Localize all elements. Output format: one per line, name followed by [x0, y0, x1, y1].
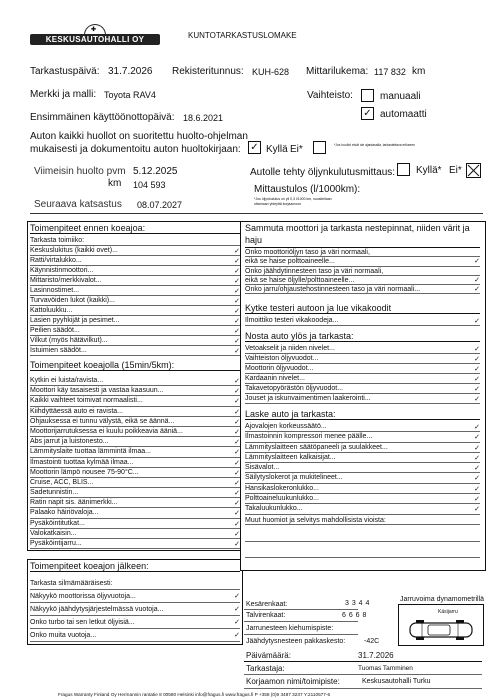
fluids-checklist: [245, 248, 480, 294]
last-service-date: 5.12.2025: [133, 166, 178, 177]
list-item-label: Onko moottoriöljyn taso ja väri normaali,: [245, 249, 370, 256]
mileage-value: 117 832: [374, 67, 406, 77]
check-mark-icon[interactable]: ✓: [474, 395, 480, 403]
list-item[interactable]: [245, 364, 480, 374]
list-item[interactable]: [245, 494, 480, 504]
list-item[interactable]: [245, 432, 480, 442]
company-logo: KESKUSAUTOHALLI OY: [30, 34, 160, 45]
check-mark-icon[interactable]: ✓: [234, 592, 240, 600]
summer-tires-value: 3 3 4 4: [345, 600, 370, 607]
cross-mark-icon: [467, 164, 480, 177]
inspector-label: Tarkastaja:: [246, 664, 285, 673]
list-item-label: Ajovalojen korkeussäätö...: [245, 423, 327, 430]
tester-checklist: [245, 316, 480, 326]
list-item[interactable]: [30, 458, 240, 468]
list-item: [245, 267, 480, 276]
summer-tires-label: Kesärenkaat:: [246, 601, 288, 608]
reg-label: Rekisteritunnus:: [172, 66, 244, 77]
during-checklist: [30, 376, 240, 549]
check-mark-icon[interactable]: ✓: [234, 468, 240, 477]
list-item[interactable]: [30, 447, 240, 457]
check-mark-icon[interactable]: ✓: [474, 257, 480, 266]
check-mark-icon[interactable]: ✓: [234, 397, 240, 406]
consumption-no-label: Ei*: [449, 165, 462, 176]
list-item[interactable]: [245, 504, 480, 514]
check-mark-icon[interactable]: ✓: [234, 267, 240, 275]
check-mark-icon[interactable]: ✓: [234, 307, 240, 315]
car-topview-icon: [404, 619, 478, 641]
list-item[interactable]: [30, 478, 240, 488]
check-mark-icon[interactable]: ✓: [234, 618, 240, 626]
list-item-label: Vaihteiston öljyvuodot...: [245, 355, 319, 362]
list-item[interactable]: [30, 326, 240, 336]
coolant-label: Jäähdytysnesteen pakkaskesto:: [246, 638, 346, 645]
list-item-label: Lasinnostimet...: [30, 287, 80, 294]
list-item[interactable]: [245, 285, 480, 294]
list-item-label: Takaluukunlukko...: [245, 505, 303, 513]
list-item-label: Turvavöiden lukot (kaikki)...: [30, 297, 115, 304]
list-item[interactable]: [245, 276, 480, 285]
list-item-label: Moottori käy tasaisesti ja vastaa kaasuun...: [30, 387, 164, 395]
list-item-label: Valokatkaisin...: [30, 529, 77, 537]
list-item-label: Onko turbo tai sen letkut öljyisiä...: [30, 619, 135, 626]
check-mark-icon[interactable]: ✓: [474, 385, 480, 393]
list-item-label: Mittaristo/merkkivalot...: [30, 277, 102, 284]
coolant-value: -42C: [364, 638, 380, 645]
check-mark-icon[interactable]: ✓: [234, 519, 240, 528]
other-notes-line-2[interactable]: [245, 557, 480, 558]
list-item-label: Keskuslukitus (kaikki ovet)...: [30, 247, 118, 254]
list-item-label: Ilmoittiko testeri vikakoodeja...: [245, 317, 339, 324]
measurement-fine1: *Jos öljynkulutus on yli 0,3 l/1000 km, suositellaan: [254, 197, 332, 201]
shop-label: Korjaamon nimi/toimipiste:: [246, 677, 340, 686]
list-item-label: Polttoaineluukunlukko...: [245, 495, 319, 503]
list-item-label: Lasien pyyhkijät ja pesimet...: [30, 317, 120, 324]
list-item[interactable]: [30, 346, 240, 356]
consumption-yes-checkbox[interactable]: [397, 163, 410, 176]
check-mark-icon[interactable]: ✓: [474, 365, 480, 373]
service-yes-checkbox[interactable]: ✓: [248, 141, 261, 154]
list-item-label: Takavetopyörästön öljyvuodot...: [245, 385, 344, 392]
list-item[interactable]: [245, 394, 480, 404]
list-item-label: Palaako häiriövaloja...: [30, 509, 99, 517]
list-item-label: Moottorijarrutuksessa ei kuulu poikkeavia ääniä...: [30, 427, 183, 435]
winter-tires-label: Talvirenkaat:: [246, 612, 286, 619]
check-mark-icon[interactable]: ✓: [474, 505, 480, 514]
list-item[interactable]: [245, 473, 480, 483]
date-line: [244, 661, 482, 662]
service-yes-label: Kyllä: [266, 144, 288, 155]
list-item-label: Lämmityslaite tuottaa lämmintä ilmaa...: [30, 448, 151, 456]
list-item-label: Ratti/virtalukko...: [30, 257, 82, 264]
check-mark-icon[interactable]: ✓: [234, 605, 240, 613]
list-item[interactable]: [245, 344, 480, 354]
check-mark-icon[interactable]: ✓: [474, 495, 480, 504]
list-item[interactable]: [30, 629, 240, 642]
automatic-checkbox[interactable]: ✓: [361, 107, 374, 120]
check-mark-icon[interactable]: ✓: [234, 438, 240, 447]
other-notes-line[interactable]: [245, 541, 480, 542]
before-checklist: [30, 236, 240, 356]
list-item-label: Kiihdyttäessä auto ei ravista...: [30, 407, 123, 415]
list-item-label: Lämmityslaitteen kalkaisijat...: [245, 453, 336, 461]
list-item-label: Tarkasta silmämääräisesti:: [30, 580, 113, 587]
last-service-label: Viimeisin huolto pvm: [34, 166, 126, 177]
list-item[interactable]: [30, 407, 240, 417]
make-label: Merkki ja malli:: [30, 89, 97, 100]
list-item[interactable]: [30, 336, 240, 346]
list-item-label: Säilytyslokerot ja mukitelineet...: [245, 474, 343, 482]
consumption-no-checkbox[interactable]: [466, 163, 481, 178]
check-mark-icon[interactable]: ✓: [234, 499, 240, 508]
check-mark-icon[interactable]: ✓: [474, 375, 480, 383]
check-mark-icon[interactable]: ✓: [234, 478, 240, 487]
list-item[interactable]: [245, 443, 480, 453]
list-item[interactable]: [30, 386, 240, 396]
check-mark-icon[interactable]: ✓: [234, 387, 240, 396]
date-label: Päivämäärä:: [246, 651, 291, 660]
list-item[interactable]: [245, 453, 480, 463]
list-item[interactable]: [30, 376, 240, 386]
list-item[interactable]: [30, 519, 240, 529]
reg-value: KUH-628: [252, 67, 290, 77]
service-no-label: Ei*: [290, 144, 303, 155]
list-item-label: Kardaanin nivelet...: [245, 375, 305, 382]
inspection-date-value: 31.7.2026: [108, 66, 153, 77]
check-mark-icon[interactable]: ✓: [234, 257, 240, 265]
lower-title: Laske auto ja tarkasta:: [245, 408, 480, 420]
list-item-label: Onko jäähdytinnesteen taso ja väri normaali,: [245, 267, 384, 275]
during-title: Toimenpiteet koeajolla (15min/5km):: [30, 359, 240, 371]
manual-checkbox[interactable]: [361, 89, 374, 102]
check-mark-icon[interactable]: ✓: [474, 355, 480, 363]
after-checklist: [30, 577, 240, 642]
footer-text: Fragus Warranty Finland Oy Hermannin rantatie 8 00580 Helsinki info@fragus.fi www.fragus.fi P +358 (0)9 3487 3237 Y:2110577-6: [58, 692, 331, 697]
list-item[interactable]: [30, 276, 240, 286]
check-mark-icon[interactable]: ✓: [474, 453, 480, 462]
list-item-label: eikä se haise polttoaineelle...: [245, 258, 335, 266]
service-fine-print: *Jos huollot eivät ole ajantasalla, tarkastettava erikseen: [334, 143, 416, 147]
list-item[interactable]: [245, 374, 480, 384]
brake-fluid-label: Jarrunesteen kiehumispiste:: [246, 625, 334, 632]
list-item[interactable]: [245, 463, 480, 473]
list-item[interactable]: [30, 417, 240, 427]
check-mark-icon[interactable]: ✓: [234, 529, 240, 538]
check-mark-icon[interactable]: ✓: [474, 285, 480, 294]
list-item-label: Ratin napit sis. äänimerkki...: [30, 499, 118, 507]
list-item[interactable]: [30, 296, 240, 306]
check-mark-icon[interactable]: ✓: [234, 317, 240, 325]
first-reg-value: 18.6.2021: [183, 113, 224, 123]
inspector-value: Tuomas Tamminen: [358, 665, 413, 672]
automatic-label: automaatti: [380, 109, 427, 120]
logo-emblem-mark: ✚: [91, 27, 97, 33]
check-mark-icon[interactable]: ✓: [474, 317, 480, 325]
consumption-yes-label: Kyllä*: [416, 165, 442, 176]
list-item-label: Ilmastoinnin kompressori menee päälle...: [245, 433, 373, 441]
list-item[interactable]: [30, 488, 240, 498]
service-question-line1: Auton kaikki huollot on suoritettu huolto-ohjelman: [30, 131, 248, 142]
check-mark-icon[interactable]: ✓: [234, 458, 240, 467]
list-item-label: Ohjauksessa ei tunnu välystä, eikä se äännä...: [30, 417, 175, 425]
list-item-label: Moottorin öljyvuodot...: [245, 365, 314, 372]
list-item[interactable]: [30, 508, 240, 518]
check-mark-icon[interactable]: ✓: [474, 345, 480, 353]
list-item[interactable]: [245, 354, 480, 364]
mileage-label: Mittarilukema:: [306, 66, 369, 77]
list-item[interactable]: [245, 422, 480, 432]
list-item[interactable]: [30, 603, 240, 616]
shop-value: Keskusautohalli Turku: [362, 678, 431, 685]
mileage-unit: km: [412, 66, 426, 77]
form-title: KUNTOTARKASTUSLOMAKE: [188, 31, 297, 40]
list-item-label: Käynnistinmoottori...: [30, 267, 94, 274]
consumption-label: Autolle tehty öljynkulutusmittaus:: [250, 167, 396, 178]
list-item-label: Näkyykö moottorissa öljyvuotoja...: [30, 593, 136, 600]
check-mark-icon[interactable]: ✓: [234, 448, 240, 457]
check-mark-icon[interactable]: ✓: [234, 427, 240, 436]
list-item-label: Ilmastointi tuottaa kylmää ilmaa...: [30, 458, 134, 466]
list-item-label: eikä se haise öljylle/polttoaineelle...: [245, 276, 355, 284]
after-title: Toimenpiteet koeajon jälkeen:: [30, 560, 240, 572]
list-item: [30, 577, 240, 590]
list-item-label: Lämmityslaitteen säätöpaneeli ja suulakkeet...: [245, 443, 388, 451]
list-item-label: Abs jarrut ja luistonesto...: [30, 438, 109, 446]
service-question-line2: mukaisesti ja dokumentoitu auton huoltokirjaan:: [30, 144, 241, 155]
list-item[interactable]: [30, 498, 240, 508]
gearbox-label: Vaihteisto:: [307, 90, 353, 101]
list-item[interactable]: [245, 484, 480, 494]
list-item[interactable]: [245, 384, 480, 394]
section-divider: [30, 213, 483, 214]
check-mark-icon[interactable]: ✓: [234, 337, 240, 345]
list-item[interactable]: [30, 316, 240, 326]
list-item-label: Cruise, ACC, BLIS...: [30, 478, 94, 486]
check-mark-icon[interactable]: ✓: [234, 631, 240, 639]
shop-line: [244, 688, 482, 689]
list-item[interactable]: [245, 257, 480, 266]
before-title: Toimenpiteet ennen koeajoa:: [30, 222, 240, 234]
list-item-label: Pysäköintijarru...: [30, 540, 82, 547]
check-mark-icon[interactable]: ✓: [234, 327, 240, 335]
fluids-title: Sammuta moottori ja tarkasta nestepinnat, niiden värit ja haju: [245, 223, 470, 245]
list-item[interactable]: [30, 266, 240, 276]
list-item-label: Istuimien säädöt...: [30, 347, 87, 354]
check-mark-icon[interactable]: ✓: [234, 540, 240, 548]
check-mark-icon[interactable]: ✓: [474, 443, 480, 452]
list-item: [30, 236, 240, 246]
next-inspection-label: Seuraava katsastus: [34, 199, 122, 210]
check-mark-icon[interactable]: ✓: [234, 297, 240, 305]
next-inspection-date: 08.07.2027: [137, 200, 183, 210]
inspection-date-label: Tarkastuspäivä:: [30, 66, 100, 77]
check-mark-icon[interactable]: ✓: [474, 275, 480, 284]
list-item-label: Kattoluukku...: [30, 307, 73, 314]
list-item[interactable]: [30, 590, 240, 603]
list-item[interactable]: [30, 246, 240, 256]
check-mark-icon[interactable]: ✓: [234, 489, 240, 498]
list-item[interactable]: [30, 468, 240, 478]
check-mark-icon[interactable]: ✓: [474, 433, 480, 442]
brake-fluid-line: [244, 634, 358, 635]
winter-tires-value: 6 6 6 8: [342, 612, 367, 619]
list-item: [245, 248, 480, 257]
summer-tires-line: [244, 609, 358, 610]
tester-title: Kytke testeri autoon ja lue vikakoodit: [245, 302, 480, 314]
check-mark-icon[interactable]: ✓: [234, 509, 240, 518]
list-item[interactable]: [30, 539, 240, 549]
handbrake-label: Käsijarru: [438, 609, 458, 615]
list-item[interactable]: [245, 316, 480, 326]
dyno-title: Jarruvoima dynamometrillä: [400, 596, 485, 603]
list-item[interactable]: [30, 396, 240, 406]
check-mark-icon[interactable]: ✓: [474, 423, 480, 431]
list-item-label: Onko jarru/ohjaustehostinnesteen taso ja väri normaali...: [245, 286, 421, 294]
check-mark-icon[interactable]: ✓: [234, 247, 240, 255]
check-mark-icon[interactable]: ✓: [234, 417, 240, 426]
list-item-label: Kaikki vaihteet toimivat normaalisti...: [30, 397, 143, 405]
list-item-label: Vilkut (myös hätävilkut)...: [30, 337, 108, 344]
date-value: 31.7.2026: [358, 651, 394, 660]
list-item[interactable]: [30, 286, 240, 296]
last-service-km: 104 593: [133, 180, 166, 190]
lift-title: Nosta auto ylös ja tarkasta:: [245, 330, 480, 342]
list-item-label: Hansikaslokeronlukko...: [245, 484, 319, 492]
list-item[interactable]: [30, 427, 240, 437]
manual-label: manuaali: [380, 91, 421, 102]
list-item[interactable]: [30, 306, 240, 316]
measurement-result-label: Mittaustulos (l/1000km):: [254, 184, 361, 195]
first-reg-label: Ensimmäinen käyttöönottopäivä:: [30, 112, 175, 123]
list-item-label: Moottorin lämpö nousee 75-90°C...: [30, 468, 139, 476]
other-notes-label[interactable]: Muut huomiot ja selvitys mahdollisista vioista:: [245, 517, 480, 525]
lift-checklist: [245, 344, 480, 404]
check-mark-icon[interactable]: ✓: [234, 347, 240, 355]
make-value: Toyota RAV4: [104, 90, 156, 100]
check-mark-icon[interactable]: ✓: [474, 484, 480, 493]
check-mark-icon[interactable]: ✓: [234, 407, 240, 416]
winter-tires-line: [244, 621, 358, 622]
check-mark-icon[interactable]: ✓: [234, 287, 240, 295]
lower-checklist: [245, 422, 480, 515]
check-mark-icon[interactable]: ✓: [234, 377, 240, 385]
list-item-label: Sisävalot...: [245, 464, 280, 472]
list-item[interactable]: [30, 529, 240, 539]
list-item[interactable]: [30, 437, 240, 447]
measurement-fine2: ottamaan yhteyttä korjaamoon: [254, 202, 302, 206]
list-item-label: Vetoakselit ja niiden nivelet...: [245, 345, 335, 352]
list-item-label: Peilien säädöt...: [30, 327, 80, 334]
list-item-label: Näkyykö jäähdytysjärjestelmässä vuotoja...: [30, 606, 164, 613]
list-item-label: Jouset ja iskunvaimentimen laakerointi...: [245, 395, 371, 402]
list-item-label: Onko muita vuotoja...: [30, 632, 97, 639]
check-mark-icon[interactable]: ✓: [474, 474, 480, 483]
last-service-km-label: km: [108, 178, 122, 189]
list-item[interactable]: [30, 256, 240, 266]
service-no-checkbox[interactable]: [313, 141, 326, 154]
list-item-label: Sadetunnistin...: [30, 489, 79, 497]
inspector-line: [244, 674, 482, 675]
list-item-label: Tarkasta toimiiko:: [30, 237, 85, 244]
list-item[interactable]: [30, 616, 240, 629]
check-mark-icon[interactable]: ✓: [234, 277, 240, 285]
list-item-label: Kytkin ei luista/ravista...: [30, 377, 104, 384]
list-item-label: Pysäköintitutkat...: [30, 519, 85, 527]
check-mark-icon[interactable]: ✓: [474, 464, 480, 473]
